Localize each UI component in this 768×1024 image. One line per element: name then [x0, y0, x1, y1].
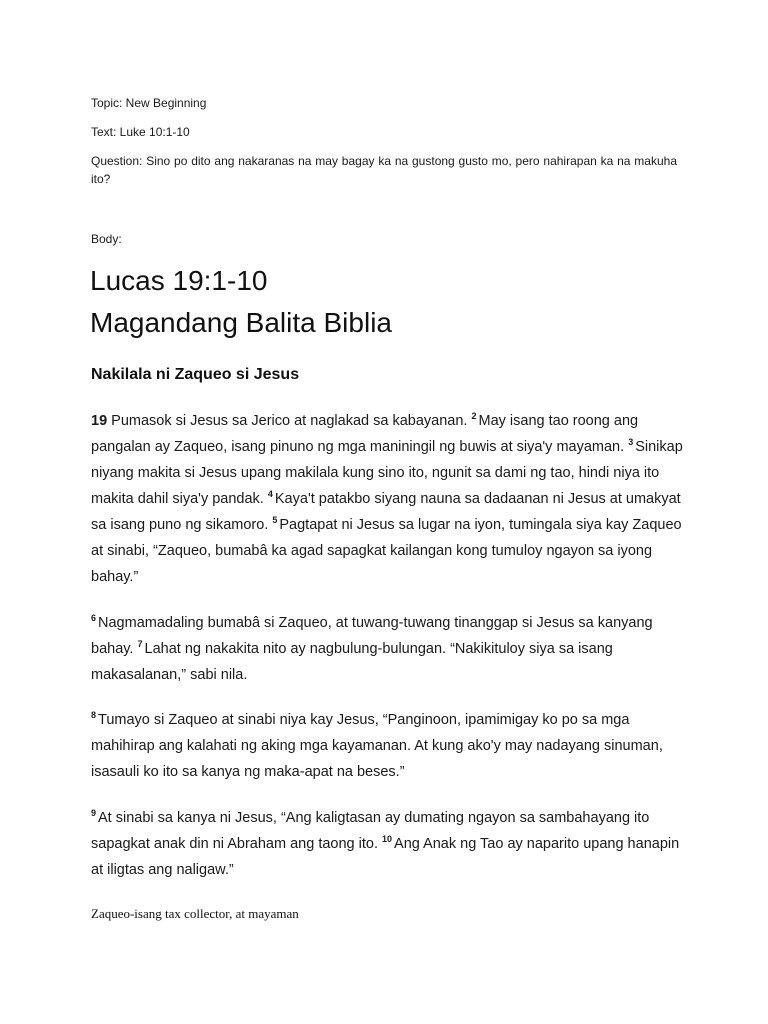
- verse-2: May isang tao roong ang pangalan ay Zaqueo, isang pinuno ng mga maniningil ng buwis at siya'y mayaman.: [91, 413, 639, 455]
- body-label: Body:: [91, 232, 122, 246]
- passage-reference: Lucas 19:1-10: [90, 265, 268, 296]
- verse-number-5: 5: [272, 515, 278, 525]
- verse-number-8: 8: [91, 710, 97, 720]
- verse-8: Tumayo si Zaqueo at sinabi niya kay Jesus, “Panginoon, ipamimigay ko po sa mga mahihirap ang kalahati ng aking mga kayamanan. At kung ako'y may nadayang sinuman, isasauli ko ito sa kanya ng maka-apat na beses.”: [91, 712, 663, 780]
- verse-number-2: 2: [471, 411, 477, 421]
- verse-number-7: 7: [137, 639, 143, 649]
- verse-6: Nagmamadaling bumabâ si Zaqueo, at tuwang-tuwang tinanggap si Jesus sa kanyang bahay.: [91, 615, 653, 657]
- question-paragraph: Question: Sino po dito ang nakaranas na may bagay ka na gustong gusto mo, pero nahirapan ka na makuha ito?: [91, 154, 677, 186]
- verse-number-6: 6: [91, 613, 97, 623]
- handwritten-note-line: Zaqueo-isang tax collector, at mayaman: [91, 906, 299, 921]
- verse-paragraph-3: [91, 707, 691, 785]
- verse-paragraph-2: [91, 610, 691, 688]
- passage-title: [90, 260, 392, 344]
- verse-number-9: 9: [91, 808, 97, 818]
- verse-3: Sinikap niyang makita si Jesus upang makilala kung sino ito, ngunit sa dami ng tao, hindi niya ito makita dahil siya'y pandak.: [91, 439, 683, 507]
- bible-version: Magandang Balita Biblia: [90, 307, 392, 338]
- verse-paragraph-1: [91, 408, 691, 590]
- chapter-number: 19: [91, 413, 108, 429]
- verse-9: At sinabi sa kanya ni Jesus, “Ang kaligtasan ay dumating ngayon sa sambahayang ito sapagkat anak din ni Abraham ang taong ito.: [91, 810, 650, 852]
- verse-10: Ang Anak ng Tao ay naparito upang hanapin at iligtas ang naligaw.”: [91, 836, 680, 878]
- section-heading: Nakilala ni Zaqueo si Jesus: [91, 366, 300, 383]
- verse-4: Kaya't patakbo siyang nauna sa dadaanan ni Jesus at umakyat sa isang puno ng sikamoro.: [91, 491, 681, 533]
- topic-line: Topic: New Beginning: [91, 96, 207, 110]
- verse-7: Lahat ng nakakita nito ay nagbulung-bulungan. “Nakikituloy siya sa isang makasalanan,” sabi nila.: [91, 641, 613, 683]
- verse-5: Pagtapat ni Jesus sa lugar na iyon, tumingala siya kay Zaqueo at sinabi, “Zaqueo, bumabâ ka agad sapagkat kailangan kong tumuloy ngayon sa iyong bahay.”: [91, 517, 682, 585]
- verse-number-3: 3: [628, 437, 634, 447]
- verse-1: Pumasok si Jesus sa Jerico at naglakad sa kabayanan.: [111, 413, 468, 429]
- verse-paragraph-4: [91, 805, 691, 883]
- verse-number-4: 4: [267, 489, 273, 499]
- text-reference-line: Text: Luke 10:1-10: [91, 125, 190, 139]
- verse-number-10: 10: [382, 834, 393, 844]
